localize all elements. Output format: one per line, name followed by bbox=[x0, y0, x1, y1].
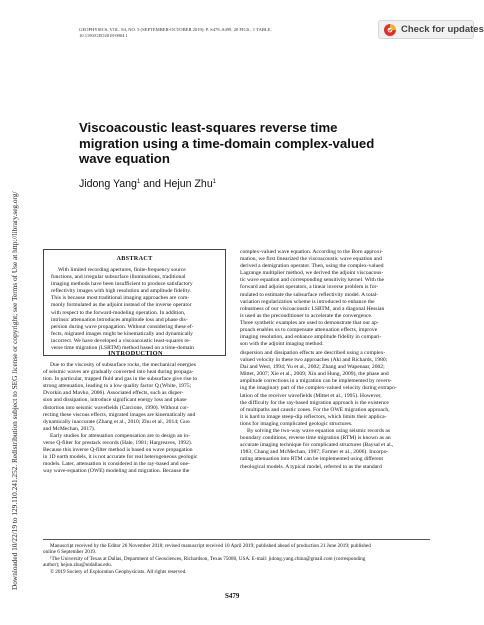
author-affiliation-mark: 1 bbox=[212, 179, 217, 185]
footnotes bbox=[43, 543, 430, 575]
journal-header bbox=[79, 27, 309, 40]
text-line: forward and adjoint operators, a linear inverse problem is for- bbox=[240, 284, 379, 291]
author-list bbox=[79, 178, 216, 190]
text-line: fects, migrated images might be kinematically and dynamically bbox=[51, 330, 193, 337]
text-line: Dvorkin and Mavko, 2006). Associated effects, such as disper- bbox=[43, 390, 184, 397]
text-line: This is because most traditional imaging approaches are com- bbox=[51, 295, 190, 302]
text-line: imaging resolution, and enhance amplitude fidelity in compari- bbox=[240, 334, 382, 341]
paper-title: Viscoacoustic least-squares reverse time migration using a time-domain complex-valued wave equation bbox=[79, 120, 375, 166]
text-line: son with the adjoint imaging method. bbox=[240, 341, 324, 348]
text-line: boundary conditions, reverse time migration (RTM) is known as an bbox=[240, 435, 391, 442]
text-line: sion and dissipation, introduce significant energy loss and phase bbox=[43, 397, 187, 404]
author-name: Hejun Zhu bbox=[163, 178, 213, 190]
text-line: robustness of our viscoacoustic LSRTM, and a diagonal Hessian bbox=[240, 305, 385, 312]
download-watermark: Downloaded 10/22/19 to 129.110.241.252. Redistribution subject to SEG license or copyright; see Terms of Use at http://library.seg.org/ bbox=[10, 191, 19, 590]
footnote-line: © 2019 Society of Exploration Geophysicists. All rights reserved. bbox=[50, 568, 187, 575]
text-line: tion. In particular, trapped fluid and gas in the subsurface give rise to bbox=[43, 376, 198, 383]
text-line: functions, and irregular subsurface illuminations, traditional bbox=[51, 274, 186, 281]
text-line: ing the imaginary part of the complex-valued velocity during extrapo- bbox=[240, 385, 397, 392]
text-line: verse time migration (LSRTM) method based on a time-domain bbox=[51, 345, 194, 352]
abstract-right-column bbox=[240, 249, 430, 348]
text-line: dynamically inaccurate (Zhang et al., 2010; Zhu et al., 2014; Guo bbox=[43, 418, 190, 425]
introduction-heading: INTRODUCTION bbox=[108, 350, 163, 357]
text-line: verse Q-filter for prestack records (Hale, 1981; Hargreaves, 1992). bbox=[43, 440, 193, 447]
text-line: tic wave equation and corresponding sensitivity kernel. With the bbox=[240, 277, 384, 284]
text-line: variation regularization scheme is introduced to enhance the bbox=[240, 298, 375, 305]
text-line: Mittet, 2007; Xie et al., 2009; Xin and Hung, 2009), the phase and bbox=[240, 371, 389, 378]
footnote-line: author); hejun.zhu@utdallas.edu. bbox=[43, 562, 113, 569]
footnote-line: online 6 September 2019. bbox=[43, 549, 97, 556]
text-line: Three synthetic examples are used to demonstrate that our ap- bbox=[240, 319, 379, 326]
journal-header-line: GEOPHYSICS, VOL. 84, NO. 5 (SEPTEMBER-OCTOBER 2019); P. S479–S499, 20 FIGS., 1 TABLE. bbox=[79, 27, 272, 32]
text-line: proach enables us to compensate attenuation effects, improve bbox=[240, 327, 378, 334]
check-for-updates-button[interactable] bbox=[378, 20, 484, 39]
text-line: persion during wave propagation. Without considering these ef- bbox=[51, 323, 194, 330]
journal-doi-line: 10.1190/GEO2018-0804.1 bbox=[79, 33, 128, 39]
footnote-line: Manuscript received by the Editor 26 November 2018; revised manuscript received 10 April 2019; published ahead of production 21 June 2019; published bbox=[50, 543, 371, 549]
text-line: dispersion and dissipation effects are described using a complex- bbox=[240, 350, 386, 356]
text-line: models. Later, attenuation is considered in the ray-based and one- bbox=[43, 461, 190, 468]
text-line: tions for imaging complicated geologic structures. bbox=[240, 420, 353, 427]
text-line: imaging methods have been insufficient to produce satisfactory bbox=[51, 281, 193, 288]
text-line: accurate imaging technique for complicated structures (Baysal et al., bbox=[240, 442, 394, 449]
text-line: with respect to the forward-modeling operation. In addition, bbox=[51, 309, 186, 316]
text-line: of seismic waves are gradually converted into heat during propaga- bbox=[43, 369, 194, 376]
author-name: Jidong Yang bbox=[79, 178, 137, 190]
text-line: Due to the viscosity of subsurface rocks, the mechanical energies bbox=[50, 362, 196, 368]
text-line: rheological models. A typical model, referred to as the standard bbox=[240, 463, 382, 470]
text-line: mation, we first linearized the viscoacoustic wave equation and bbox=[240, 256, 382, 263]
text-line: incorrect. We have developed a viscoacoustic least-squares re- bbox=[51, 337, 191, 344]
text-line: in 1D earth models, it is not accurate for real heterogeneous geologic bbox=[43, 454, 198, 461]
text-line: the difficulty for the ray-based migration approach is the existence bbox=[240, 399, 389, 406]
check-updates-icon bbox=[383, 23, 397, 37]
text-line: it is hard to image steep-dip reflectors, which limits their applica- bbox=[240, 413, 387, 420]
introduction-left-column bbox=[43, 362, 228, 476]
text-line: Dai and West, 1994; Yu et al., 2002; Zhang and Wapenaar, 2002; bbox=[240, 364, 385, 371]
footnote-line: ¹The University of Texas at Dallas, Department of Geosciences, Richardson, Texas 75080, USA. E-mail: jidong.yang.china@gmail.com (corresponding bbox=[50, 555, 366, 562]
text-line: With limited recording apertures, finite-frequency source bbox=[58, 267, 186, 273]
text-line: and McMechan, 2017). bbox=[43, 425, 96, 432]
abstract-left-column bbox=[51, 267, 220, 352]
footnote-divider bbox=[43, 539, 430, 540]
text-line: complex-valued wave equation. According to the Born approxi- bbox=[240, 249, 383, 255]
text-line: 1983; Chang and McMechan, 1987; Farmer et al., 2006). Incorpo- bbox=[240, 449, 389, 456]
text-line: recting these viscous effects, migrated images are kinematically and bbox=[43, 411, 196, 418]
abstract-heading: ABSTRACT bbox=[116, 255, 153, 262]
text-line: is used as the preconditioner to accelerate the convergence. bbox=[240, 312, 373, 319]
text-line: Because this inverse Q-filter method is based on wave propagation bbox=[43, 447, 193, 454]
text-line: amplitude corrections in a migration can be implemented by revers- bbox=[240, 378, 392, 385]
text-line: By solving the two-way wave equation using seismic records as bbox=[247, 428, 391, 435]
introduction-right-column bbox=[240, 350, 430, 471]
text-line: mulated to estimate the subsurface reflectivity model. A total- bbox=[240, 291, 379, 298]
text-line: of multipaths and caustic zones. For the OWE migration approach, bbox=[240, 406, 390, 413]
text-line: intrinsic attenuation introduces amplitude loss and phase dis- bbox=[51, 316, 188, 323]
text-line: Lagrange multiplier method, we derived the adjoint viscoacous- bbox=[240, 270, 384, 277]
text-line: Early studies for attenuation compensation are to design an in- bbox=[50, 432, 190, 439]
text-line: lation of the receiver wavefields (Mittet et al., 1995). However, bbox=[240, 392, 382, 399]
author-affiliation-mark: 1 bbox=[136, 179, 141, 185]
text-line: reflectivity images with high resolution and amplitude fidelity. bbox=[51, 288, 192, 295]
text-line: distortion into seismic wavefields (Carcione, 1990). Without cor- bbox=[43, 404, 189, 411]
page-number: S479 bbox=[225, 592, 240, 600]
text-line: strong attenuation, leading to a low quality factor Q (White, 1975; bbox=[43, 383, 192, 390]
author-separator: and bbox=[140, 178, 164, 190]
text-line: valued velocity in these two approaches (Aki and Richards, 1980; bbox=[240, 357, 388, 364]
text-line: way wave-equation (OWE) modeling and migration. Because the bbox=[43, 468, 190, 475]
check-updates-label: Check for updates bbox=[401, 24, 484, 35]
text-line: rating attenuation into RTM can be implemented using different bbox=[240, 456, 384, 463]
text-line: monly formulated as the adjoint instead of the inverse operator bbox=[51, 302, 192, 309]
text-line: derived a demigration operator. Then, using the complex-valued bbox=[240, 263, 384, 270]
